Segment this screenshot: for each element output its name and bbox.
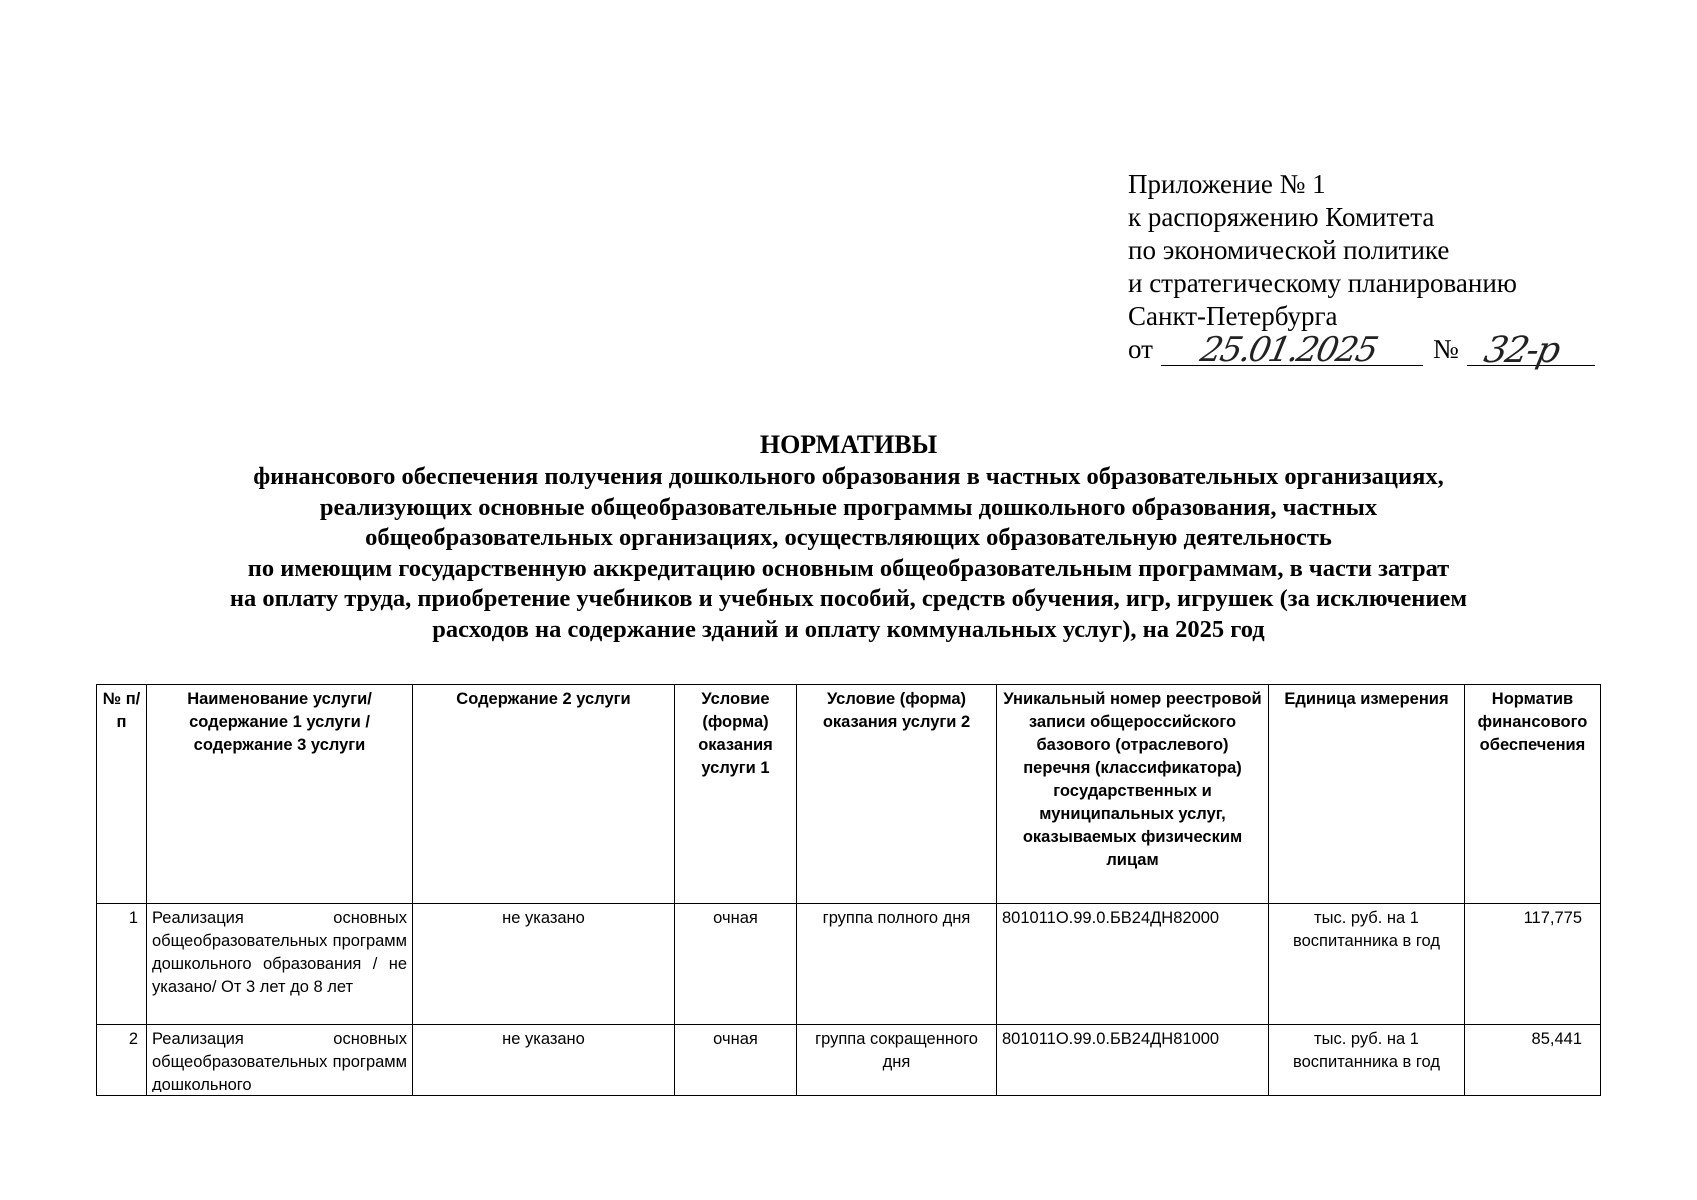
date-blank xyxy=(1161,330,1423,370)
header-code: Уникальный номер реестровой записи общероссийского базового (отраслевого) перечня (классификатора) государственных и муниципальных услуг, оказываемых физическим лицам xyxy=(997,685,1269,904)
handwritten-date: 25.01.2025 xyxy=(1196,330,1380,370)
cell-code: 801011О.99.0.БВ24ДН82000 xyxy=(997,904,1269,1025)
norms-table xyxy=(96,684,1601,1096)
title-line-3: общеобразовательных организациях, осуществляющих образовательную деятельность xyxy=(365,524,1332,552)
cell-content2: не указано xyxy=(413,904,675,1025)
cell-name: Реализация основных общеобразовательных программ дошкольного образования / не указано/ От 3 лет до 8 лет xyxy=(147,904,413,1025)
handwritten-number: 32-р xyxy=(1480,330,1563,371)
cell-unit: тыс. руб. на 1 воспитанника в год xyxy=(1269,904,1465,1025)
header-cond2: Условие (форма) оказания услуги 2 xyxy=(797,685,997,904)
cell-number: 1 xyxy=(97,904,147,1025)
cell-name-text: Реализация основных общеобразовательных программ дошкольного xyxy=(152,1030,407,1092)
number-blank xyxy=(1467,330,1595,371)
appendix-line-4: и стратегическому планированию xyxy=(1128,268,1517,298)
header-norm: Норматив финансового обеспечения xyxy=(1465,685,1601,904)
table-row xyxy=(97,904,1601,1025)
cell-norm: 85,441 xyxy=(1465,1025,1601,1096)
title-main: НОРМАТИВЫ xyxy=(759,430,938,459)
header-cond1: Условие (форма) оказания услуги 1 xyxy=(675,685,797,904)
header-number: № п/п xyxy=(97,685,147,904)
title-line-4: по имеющим государственную аккредитацию основным общеобразовательным программам, в части затрат xyxy=(247,554,1450,582)
header-unit: Единица измерения xyxy=(1269,685,1465,904)
cell-name xyxy=(147,1025,413,1096)
title-line-6: расходов на содержание зданий и оплату коммунальных услуг), на 2025 год xyxy=(432,615,1265,643)
header-content2: Содержание 2 услуги xyxy=(413,685,675,904)
title-line-5: на оплату труда, приобретение учебников и учебных пособий, средств обучения, игр, игрушек (за исключением xyxy=(229,585,1468,613)
cell-code: 801011О.99.0.БВ24ДН81000 xyxy=(997,1025,1269,1096)
cell-cond2: группа сокращенного дня xyxy=(797,1025,997,1096)
number-label: № xyxy=(1432,334,1459,364)
cell-unit: тыс. руб. на 1 воспитанника в год xyxy=(1269,1025,1465,1096)
document-title xyxy=(60,428,1637,646)
cell-number: 2 xyxy=(97,1025,147,1096)
appendix-line-5: Санкт-Петербурга xyxy=(1128,301,1338,331)
table-row xyxy=(97,1025,1601,1096)
appendix-line-3: по экономической политике xyxy=(1128,235,1450,265)
title-line-2: реализующих основные общеобразовательные программы дошкольного образования, частных xyxy=(319,493,1378,521)
cell-norm: 117,775 xyxy=(1465,904,1601,1025)
date-prefix: от xyxy=(1128,334,1153,364)
cell-cond2: группа полного дня xyxy=(797,904,997,1025)
title-line-1: финансового обеспечения получения дошкольного образования в частных образовательных организациях, xyxy=(253,463,1444,490)
date-number-row xyxy=(1128,330,1595,371)
cell-cond1: очная xyxy=(675,904,797,1025)
table-header-row xyxy=(97,685,1601,904)
cell-content2: не указано xyxy=(413,1025,675,1096)
appendix-line-2: к распоряжению Комитета xyxy=(1128,202,1435,232)
header-name: Наименование услуги/ содержание 1 услуги / содержание 3 услуги xyxy=(147,685,413,904)
appendix-line-1: Приложение № 1 xyxy=(1128,169,1326,199)
cell-cond1: очная xyxy=(675,1025,797,1096)
appendix-block xyxy=(1128,168,1595,371)
